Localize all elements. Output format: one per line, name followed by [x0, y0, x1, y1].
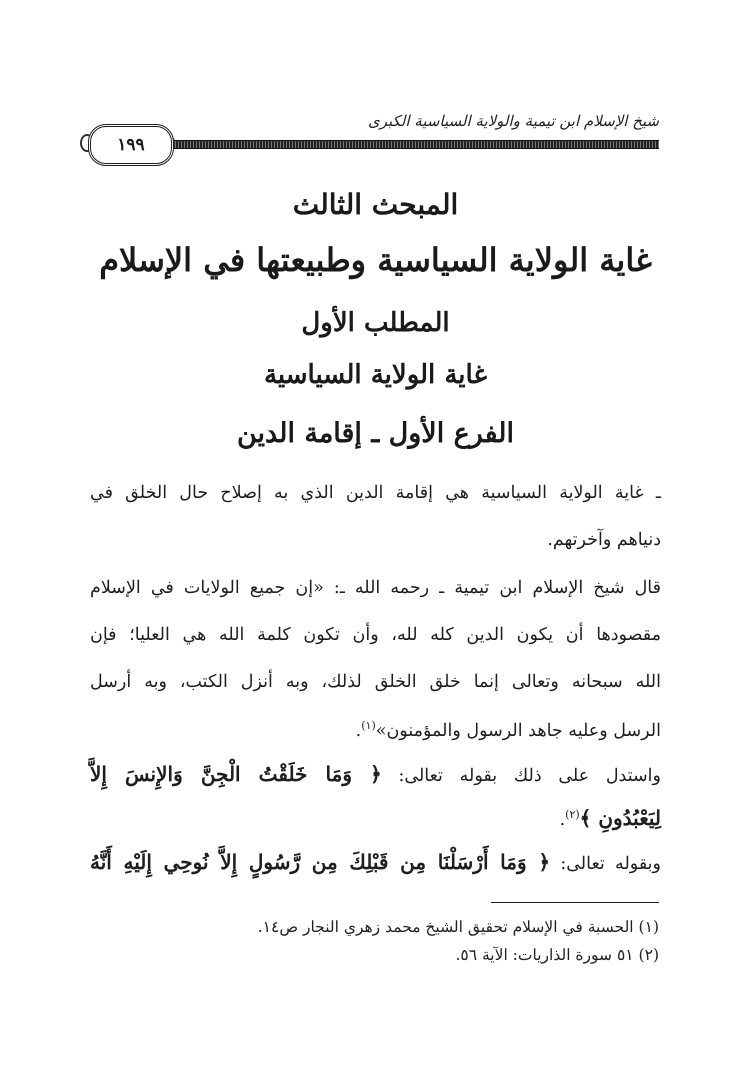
- footnote: [258, 918, 659, 936]
- quran-verse: لِيَعْبُدُونِ ﴾: [579, 806, 661, 830]
- footnote-text: الحسبة في الإسلام تحقيق الشيخ محمد زهري النجار ص١٤.: [257, 918, 634, 936]
- paragraph-line: مقصودها أن يكون الدين كله لله، وأن تكون كلمة الله هي العليا؛ فإن: [90, 625, 661, 645]
- paragraph-line: [90, 762, 661, 786]
- footnote-ref: (٢): [565, 808, 580, 822]
- paragraph-line: [560, 806, 661, 830]
- footnote-number: (١): [638, 918, 659, 936]
- footnote: [455, 946, 659, 964]
- branch-heading: الفرع الأول ـ إقامة الدين: [236, 418, 514, 449]
- quote-text: الرسل وعليه جاهد الرسول والمؤمنون»: [375, 720, 661, 741]
- paragraph-line: قال شيخ الإسلام ابن تيمية ـ رحمه الله ـ: «إن جميع الولايات في الإسلام: [90, 578, 661, 598]
- footnote-number: (٢): [638, 946, 659, 964]
- footnote-ref: (١): [361, 719, 376, 732]
- footnote-rule: [491, 902, 659, 903]
- intro-text: وبقوله تعالى:: [560, 854, 661, 874]
- paragraph-line: الله سبحانه وتعالى إنما خلق الخلق لذلك، وبه أنزل الكتب، وبه أرسل: [90, 672, 661, 692]
- paragraph-line: [90, 850, 661, 874]
- quran-verse: ﴿ وَمَا خَلَقْتُ الْجِنَّ وَالإِنسَ إِلاَّ: [90, 762, 382, 786]
- punctuation: .: [355, 720, 362, 741]
- paragraph-line: ـ غاية الولاية السياسية هي إقامة الدين الذي به إصلاح حال الخلق في: [90, 483, 661, 503]
- page-number: ١٩٩: [88, 124, 174, 166]
- chapter-title: غاية الولاية السياسية وطبيعتها في الإسلام: [99, 241, 652, 279]
- footnote-text: ٥١ سورة الذاريات: الآية ٥٦.: [455, 946, 634, 964]
- intro-text: واستدل على ذلك بقوله تعالى:: [398, 766, 661, 786]
- chapter-heading: المبحث الثالث: [292, 188, 459, 221]
- header-rule: [170, 140, 659, 149]
- quran-verse: ﴿ وَمَا أَرْسَلْنَا مِن قَبْلِكَ مِن رَّسُولٍ إِلاَّ نُوحِي إِلَيْهِ أَنَّهُ: [90, 850, 551, 874]
- running-title: شيخ الإسلام ابن تيمية والولاية السياسية الكبرى: [367, 112, 659, 130]
- punctuation: .: [559, 810, 566, 830]
- paragraph-line: دنياهم وآخرتهم.: [547, 530, 661, 550]
- section-heading: المطلب الأول: [301, 308, 450, 338]
- subsection-heading: غاية الولاية السياسية: [263, 360, 488, 390]
- paragraph-line: [356, 719, 661, 741]
